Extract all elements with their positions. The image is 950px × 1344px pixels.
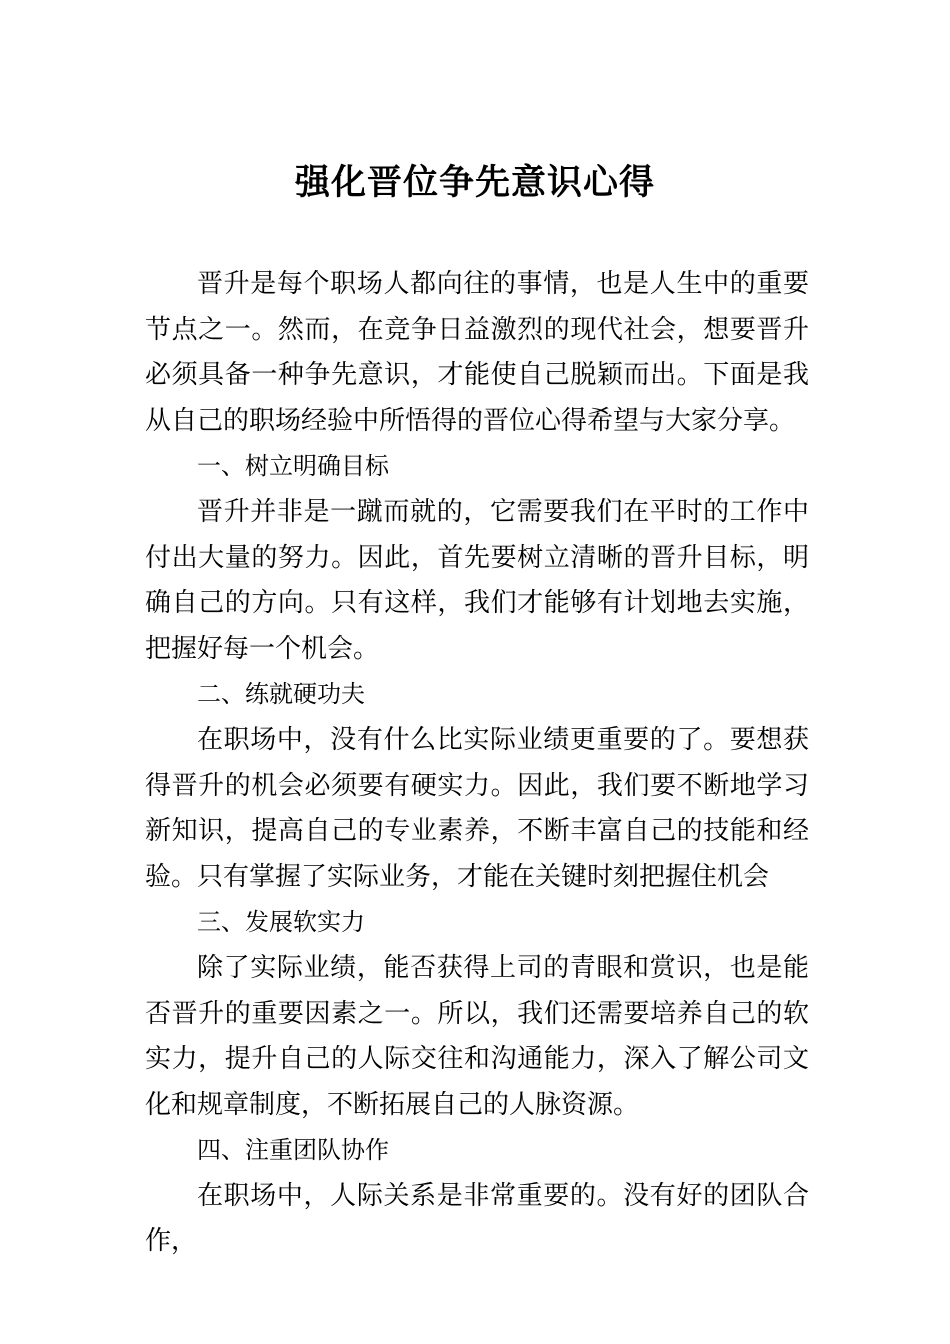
section-paragraph-4: 在职场中，人际关系是非常重要的。没有好的团队合作，	[145, 1180, 809, 1257]
section-heading-4: 四、注重团队协作	[197, 1136, 389, 1165]
section-paragraph-1: 晋升并非是一蹴而就的，它需要我们在平时的工作中付出大量的努力。因此，首先要树立清晰的晋升目标，明确自己的方向。只有这样，我们才能够有计划地去实施，把握好每一个机会。	[145, 496, 809, 664]
section-heading-2: 二、练就硬功夫	[197, 680, 365, 709]
section-heading-3: 三、发展软实力	[197, 908, 365, 937]
intro-paragraph: 晋升是每个职场人都向往的事情，也是人生中的重要节点之一。然而，在竞争日益激烈的现代社会，想要晋升必须具备一种争先意识，才能使自己脱颖而出。下面是我从自己的职场经验中所悟得的晋位心得希望与大家分享。	[145, 269, 809, 436]
document-body	[145, 262, 809, 1265]
section-heading-1: 一、树立明确目标	[197, 452, 389, 481]
document-title: 强化晋位争先意识心得	[294, 162, 655, 203]
section-paragraph-2: 在职场中，没有什么比实际业绩更重要的了。要想获得晋升的机会必须要有硬实力。因此，我们要不断地学习新知识，提高自己的专业素养，不断丰富自己的技能和经验。只有掌握了实际业务，才能在关键时刻把握住机会	[145, 724, 809, 892]
section-paragraph-3: 除了实际业绩，能否获得上司的青眼和赏识，也是能否晋升的重要因素之一。所以，我们还需要培养自己的软实力，提升自己的人际交往和沟通能力，深入了解公司文化和规章制度，不断拓展自己的人脉资源。	[145, 952, 809, 1120]
